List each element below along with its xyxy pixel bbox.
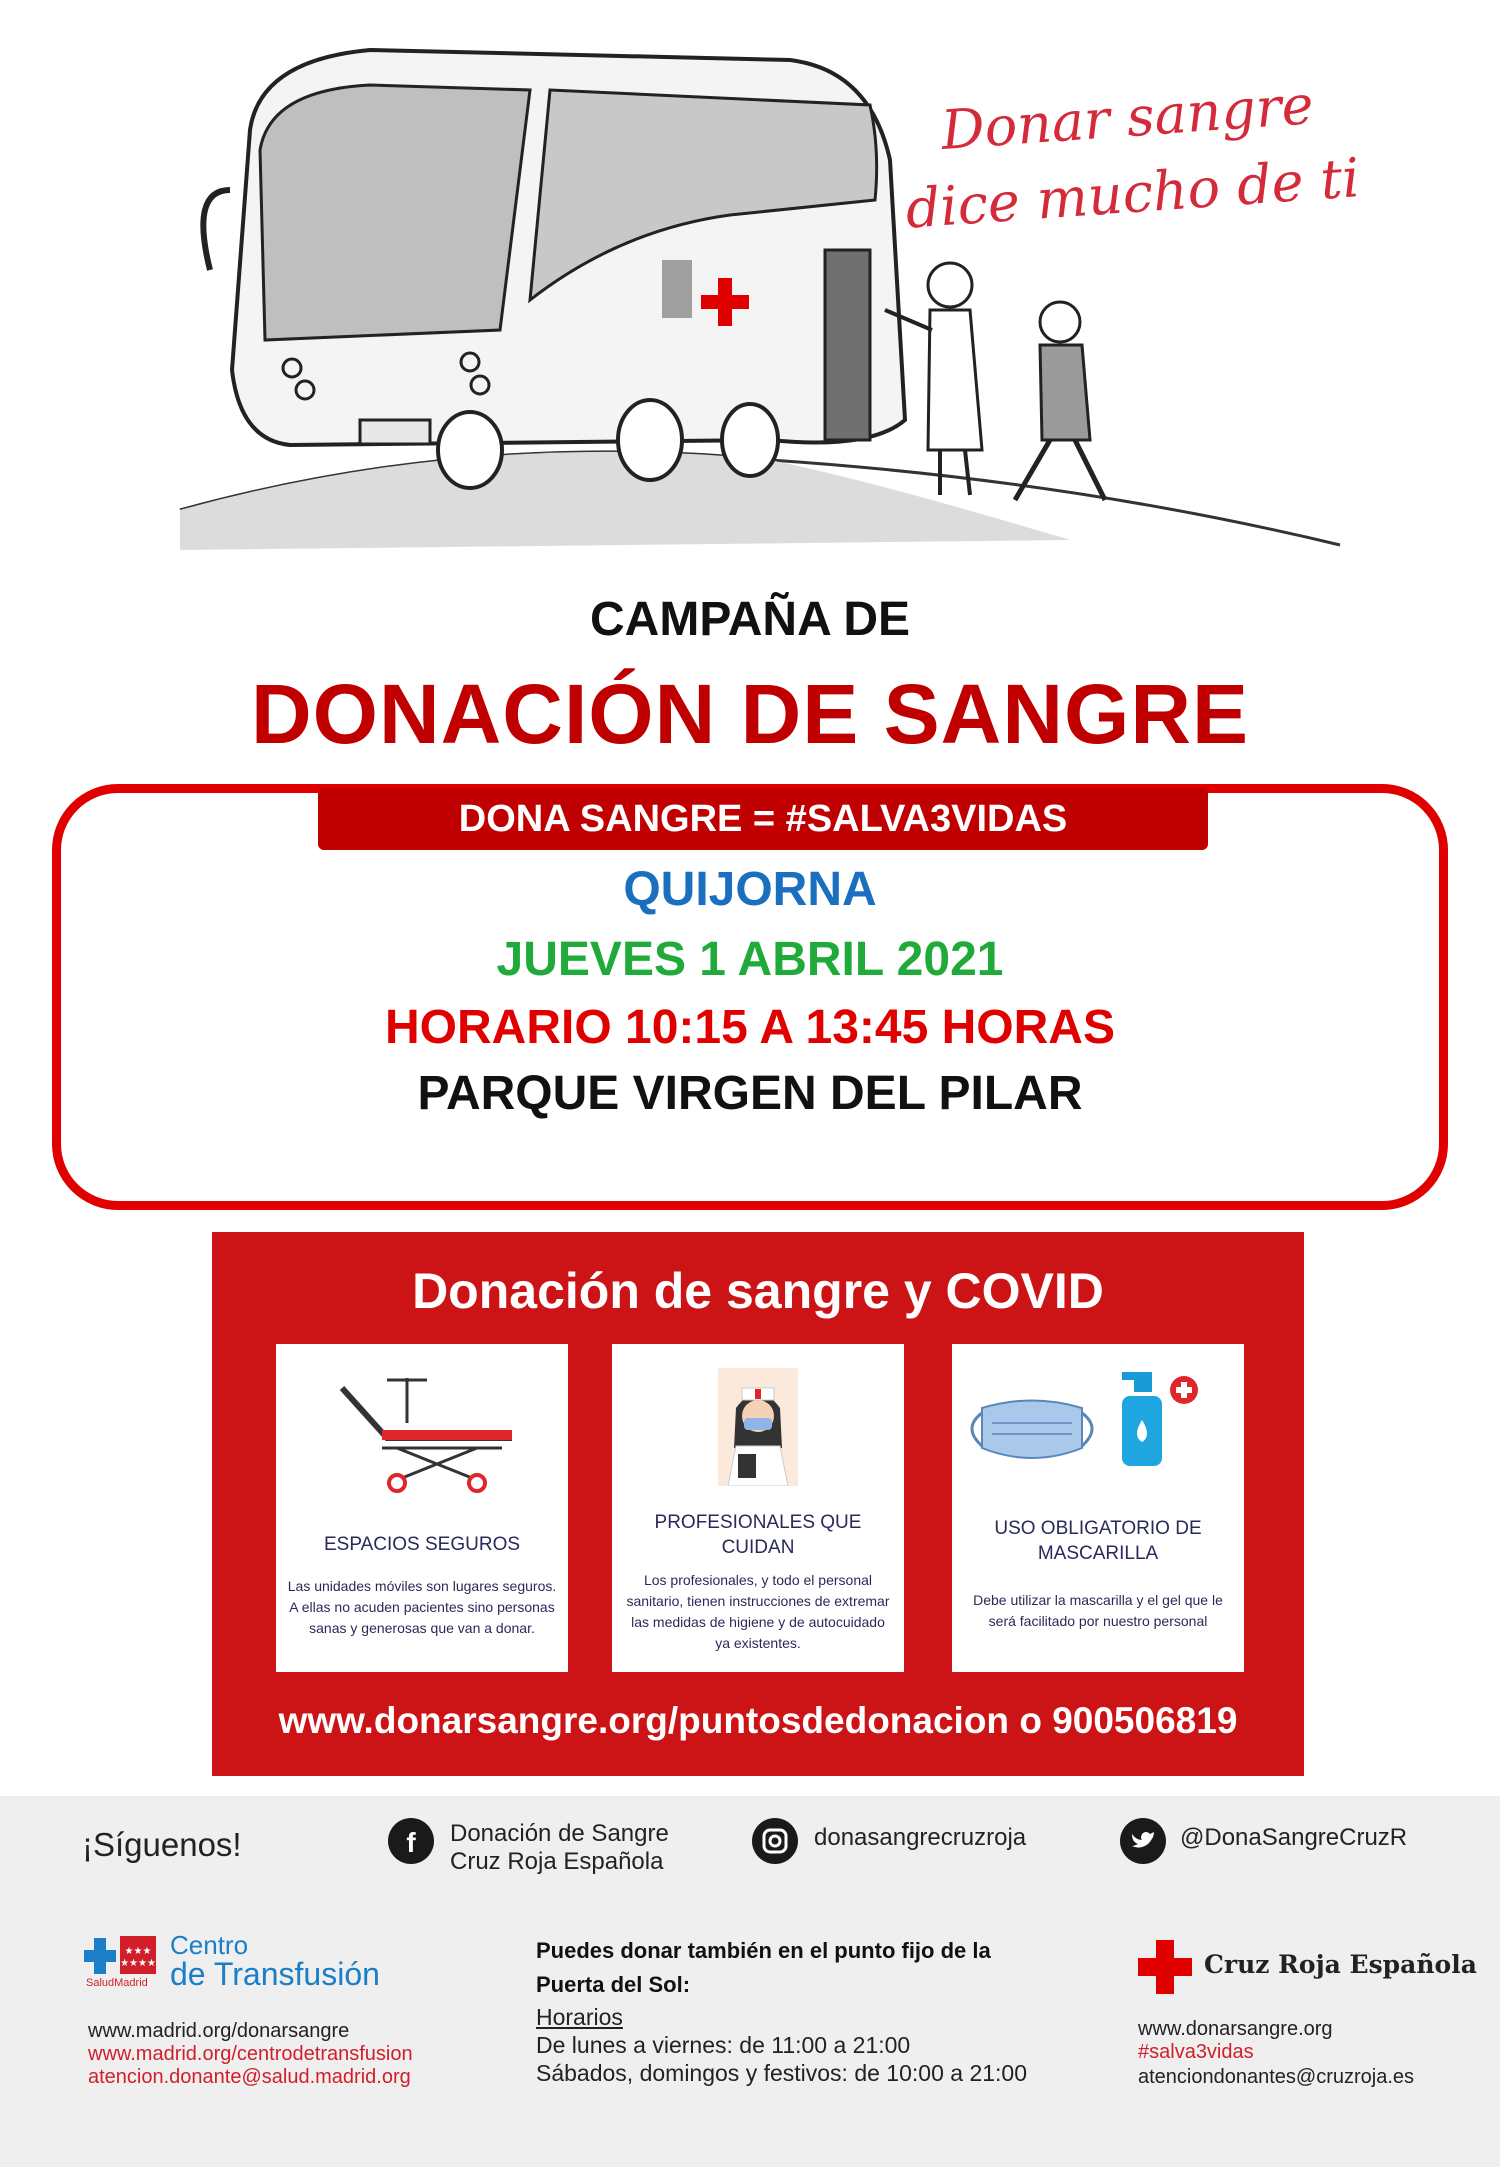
cruz-email[interactable]: atenciondonantes@cruzroja.es — [1138, 2066, 1415, 2088]
horarios-label: Horarios — [536, 2004, 623, 2030]
event-hours: HORARIO 10:15 A 13:45 HORAS — [385, 1001, 1115, 1054]
nurse-icon — [718, 1368, 798, 1486]
covid-title: Donación de sangre y COVID — [412, 1263, 1104, 1319]
mask-gel-icon — [962, 1368, 1234, 1488]
campaign-title: DONACIÓN DE SANGRE — [250, 667, 1250, 761]
cruz-link-1[interactable]: www.donarsangre.org — [1138, 2018, 1333, 2040]
card-text: Los profesionales, y todo el personal sanitario, tienen instrucciones de extremar las medidas de higiene y de autocuidado ya existentes. — [626, 1572, 890, 1651]
horario-weekdays: De lunes a viernes: de 11:00 a 21:00 — [536, 2032, 911, 2058]
event-town: QUIJORNA — [623, 863, 877, 916]
centro-email[interactable]: atencion.donante@salud.madrid.org — [88, 2066, 411, 2088]
svg-text:f: f — [406, 1827, 416, 1858]
covid-card-mask — [952, 1344, 1244, 1672]
slogan: Donar sangre dice mucho de ti — [903, 73, 1362, 241]
salud-madrid-label: SaludMadrid — [86, 1977, 148, 1988]
hashtag-banner: DONA SANGRE = #SALVA3VIDAS — [318, 788, 1208, 850]
card-title: PROFESIONALES QUE CUIDAN — [654, 1512, 862, 1558]
red-cross-logo — [1138, 1940, 1192, 1994]
campaign-pretitle: CAMPAÑA DE — [590, 593, 910, 646]
follow-us-label: ¡Síguenos! — [82, 1826, 242, 1863]
twitter-link[interactable]: @DonaSangreCruzR — [1180, 1824, 1408, 1851]
card-text: Debe utilizar la mascarilla y el gel que le será facilitado por nuestro personal — [973, 1592, 1223, 1629]
centro-label-2: de Transfusión — [170, 1956, 380, 1992]
stretcher-icon — [312, 1368, 532, 1498]
event-date: JUEVES 1 ABRIL 2021 — [496, 933, 1004, 986]
svg-text:★★★: ★★★ — [124, 1946, 152, 1957]
horario-weekends: Sábados, domingos y festivos: de 10:00 a 21:00 — [536, 2060, 1027, 2086]
centro-link-1[interactable]: www.madrid.org/donarsangre — [88, 2020, 350, 2042]
covid-contact-link[interactable]: www.donarsangre.org/puntosdedonacion o 900506819 — [278, 1700, 1238, 1741]
covid-card-safe-spaces — [276, 1344, 568, 1672]
cruz-roja-name: Cruz Roja Española — [1204, 1950, 1477, 1979]
instagram-link[interactable]: donasangrecruzroja — [814, 1824, 1027, 1851]
facebook-link[interactable] — [450, 1820, 669, 1876]
event-place: PARQUE VIRGEN DEL PILAR — [417, 1067, 1083, 1120]
card-title: USO OBLIGATORIO DE MASCARILLA — [994, 1518, 1202, 1564]
card-title: ESPACIOS SEGUROS — [323, 1534, 521, 1555]
centro-transfusion-logo — [84, 1932, 160, 1988]
centro-label: Centro — [170, 1930, 249, 1960]
facebook-icon[interactable] — [388, 1818, 434, 1864]
instagram-icon[interactable] — [752, 1818, 798, 1864]
facebook-line2: Cruz Roja Española — [450, 1848, 664, 1875]
card-text: Las unidades móviles son lugares seguros. A ellas no acuden pacientes sino personas sanas y generosas que van a donar. — [287, 1578, 557, 1636]
svg-text:★★★★: ★★★★ — [120, 1958, 156, 1969]
covid-card-professionals — [612, 1344, 904, 1672]
cruz-hashtag[interactable]: #salva3vidas — [1138, 2041, 1254, 2063]
centro-link-2[interactable]: www.madrid.org/centrodetransfusion — [88, 2043, 413, 2065]
facebook-line1: Donación de Sangre — [450, 1820, 669, 1847]
twitter-icon[interactable] — [1120, 1818, 1166, 1864]
puerta-del-sol-note: Puedes donar también en el punto fijo de la Puerta del Sol: — [536, 1938, 991, 1997]
